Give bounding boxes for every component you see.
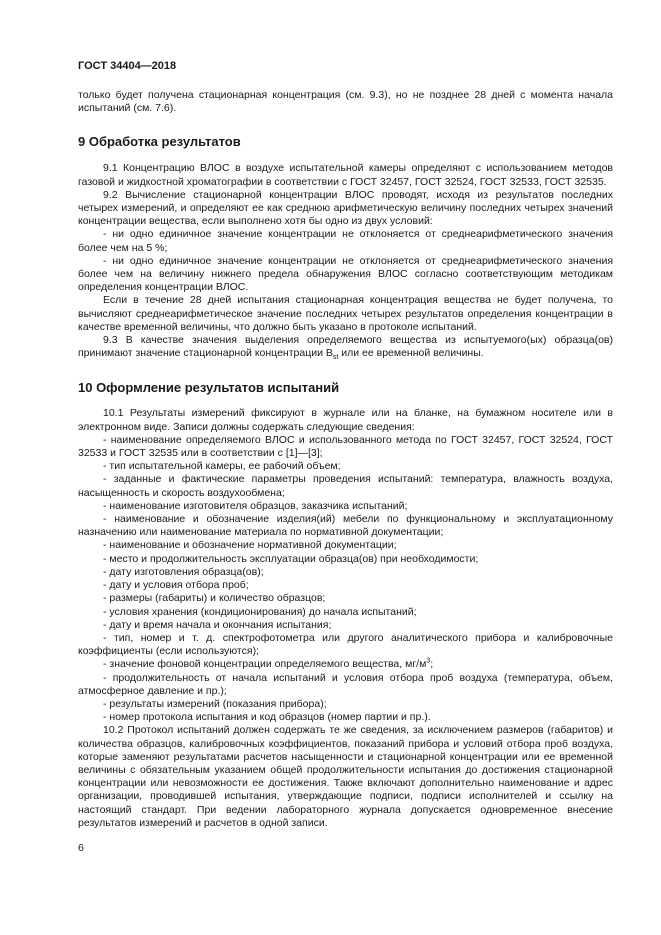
list-item: - наименование определяемого ВЛОС и использованного метода по ГОСТ 32457, ГОСТ 32524, ГОСТ 32533 и ГОСТ 32535 или в соответствии с [1]—[3]; — [78, 433, 613, 460]
section-10-title: 10 Оформление результатов испытаний — [78, 380, 340, 396]
list-item: - номер протокола испытания и код образцов (номер партии и пр.). — [103, 711, 431, 724]
paragraph-9-2: 9.2 Вычисление стационарной концентрации ВЛОС проводят, исходя из результатов последних четырех измерений, и определяют ее как среднюю арифметическую величину последних четырех значений концентрации вещества, если выполнено хотя бы одно из двух условий: — [78, 188, 613, 228]
requirements-list-continued — [78, 672, 613, 725]
paragraph-9-3-text: 9.3 В качестве значения выделения определяемого вещества из испытуемого(ых) образца(ов) принимают значение стационарной концентрации B — [78, 334, 613, 360]
list-item: - место и продолжительность эксплуатации образца(ов) при необходимости; — [103, 552, 479, 565]
list-item: - условия хранения (кондиционирования) до начала испытаний; — [103, 605, 417, 618]
paragraph-9-1: 9.1 Концентрацию ВЛОС в воздухе испытательной камеры определяют с использованием методов газовой и жидкостной хроматографии в соответствии с ГОСТ 32457, ГОСТ 32524, ГОСТ 32533, ГОСТ 32535. — [78, 162, 613, 188]
list-item: - ни одно единичное значение концентрации не отклоняется от среднеарифметического значения более чем на величину нижнего предела обнаружения ВЛОС согласно соответствующим методикам определения концентрации ВЛОС. — [78, 254, 613, 294]
list-item-tail: ; — [430, 658, 434, 671]
list-item: - продолжительность от начала испытаний и условия отбора проб воздуха (температура, объем, атмосферное давление и пр.); — [78, 671, 613, 697]
paragraph-9-3-tail: или ее временной величины. — [338, 347, 484, 360]
list-item: - дату и условия отбора проб; — [103, 579, 249, 592]
list-item: - наименование и обозначение нормативной документации; — [103, 539, 397, 552]
document-body — [78, 89, 613, 830]
list-item-text: - значение фоновой концентрации определяемого вещества, мг/м — [103, 658, 427, 671]
superscript-3: 3 — [426, 657, 431, 665]
list-item: - результаты измерений (показания прибора); — [103, 697, 327, 710]
list-item: - наименование изготовителя образцов, заказчика испытаний; — [103, 499, 408, 512]
paragraph-9-2-note: Если в течение 28 дней испытания стационарная концентрация вещества не будет получена, то вычисляют среднеарифметическое значение последних четырех результатов определения концентрации в качестве временной величины, что должно быть указано в протоколе испытаний. — [78, 294, 613, 333]
list-item: - тип, номер и т. д. спектрофотометра или другого аналитического прибора и калибровочные коэффициенты (если используются); — [78, 631, 613, 658]
list-item — [78, 658, 613, 671]
list-item: - дату изготовления образца(ов); — [103, 565, 264, 578]
list-item: - размеры (габариты) и количество образцов; — [103, 592, 326, 605]
paragraph-9-3 — [78, 334, 613, 360]
list-item: - ни одно единичное значение концентрации не отклоняется от среднеарифметического значения более чем на 5 %; — [78, 228, 613, 254]
list-item: - заданные и фактические параметры проведения испытаний: температура, влажность воздуха, насыщенность и скорость воздухообмена; — [78, 473, 613, 499]
subscript-st: st — [332, 354, 339, 362]
paragraph-10-1: 10.1 Результаты измерений фиксируют в журнале или на бланке, на бумажном носителе или в электронном виде. Записи должны содержать следующие сведения: — [78, 407, 613, 433]
page-number: 6 — [78, 842, 84, 854]
paragraph-10-2: 10.2 Протокол испытаний должен содержать те же сведения, за исключением размеров (габаритов) и количества образцов, калибровочных коэффициентов, показаний прибора и условий отбора проб воздуха, которые заменяют результатами расчетов насыщенности и стационарной концентрации или ее временной величины с обязательным указанием общей продолжительности испытания до достижения стационарной концентрации или невозможности ее достижения. Также включают дополнительно наименование и адрес организации, проводившей испытания, утверждающие подписи, подписи исполнителей и ссылку на настоящий стандарт. При ведении лабораторного журнала допускается одновременное внесение результатов измерений и расчетов в одной записи. — [78, 724, 613, 829]
section-9-title: 9 Обработка результатов — [78, 134, 241, 150]
intro-paragraph: только будет получена стационарная концентрация (см. 9.3), но не позднее 28 дней с момента начала испытаний (см. 7.6). — [78, 89, 613, 115]
requirements-list — [78, 434, 613, 658]
standard-header: ГОСТ 34404—2018 — [78, 60, 177, 72]
list-item: - дату и время начала и окончания испытания; — [103, 618, 332, 631]
list-item: - наименование и обозначение изделия(ий) мебели по функциональному и эксплуатационному назначению или наименование материала по нормативной документации; — [78, 513, 613, 539]
list-item: - тип испытательной камеры, ее рабочий объем; — [103, 460, 341, 473]
